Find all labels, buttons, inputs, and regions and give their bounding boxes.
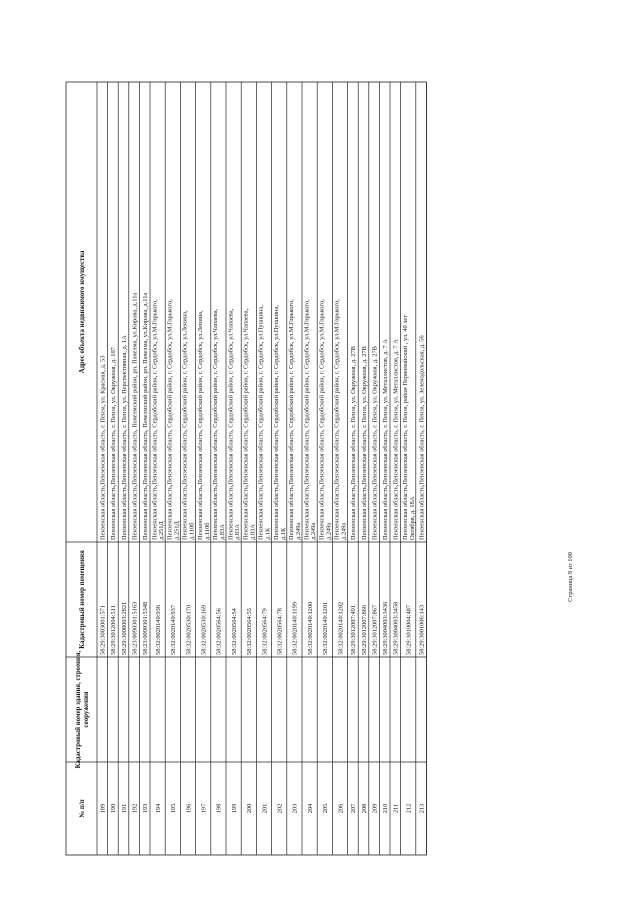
address-text: д.1К (264, 527, 272, 540)
row-number: 191 (120, 803, 128, 814)
address-text: Пензенская область,Пензенская область, Сердобский район, г. Сердобск, ул.Чапаева, (212, 308, 220, 540)
premises-cadastral-number: 58:29:3004003:3436 (382, 601, 389, 655)
row-number: 201 (261, 803, 269, 814)
premises-cadastral-number: 58:32:0020140:1200 (306, 601, 314, 655)
row-number: 198 (215, 803, 223, 814)
address-text: Пензенская область,Пензенская область, г. Пенза, ул. Окружная, д. 27В (371, 346, 379, 540)
premises-cadastral-number: 58:29:3012007:867 (371, 604, 379, 655)
address-text: Пензенская область,Пензенская область, Пачелмский район, рп. Пачелма, ул.Кирова, д.11а (131, 292, 139, 540)
address-text: Пензенская область,Пензенская область, Пачелмский район, рп. Пачелма, ул.Кирова, д.11а (142, 292, 149, 540)
row-number: 203 (291, 803, 299, 814)
header-building-cadastral: Кадастровый номер здания, строения, (75, 650, 82, 769)
address-text: Пензенская область,Пензенская область, Сердобский район, г. Сердобск, ул.Ленина, (196, 310, 204, 540)
row-number: 208 (360, 803, 368, 814)
row-number: 194 (154, 803, 162, 814)
premises-cadastral-number: 58:32:0020564:54 (230, 608, 238, 655)
address-text: д.83А (219, 524, 226, 540)
address-text: Пензенская область,Пензенская область, г. Пенза, ул. Окружная, д. 107 (110, 347, 118, 540)
row-number: 195 (170, 803, 178, 814)
address-text: Пензенская область,Пензенская область, Сердобский район, г. Сердобск, ул.Пушкина, (272, 305, 280, 540)
header-premises-cadastral: Кадастровый номер помещения (79, 550, 86, 649)
header-address: Адрес объекта недвижимого имущества (79, 250, 86, 374)
row-number: 205 (322, 803, 330, 814)
premises-cadastral-number: 58:32:0020564:55 (246, 608, 254, 655)
address-text: Пензенская область,Пензенская область, Сердобский район, г. Сердобск, ул.Чапаева, (227, 308, 235, 540)
premises-cadastral-number: 58:32:0020140:1202 (337, 601, 345, 655)
address-text: Октября, д. 18А (408, 496, 416, 540)
premises-cadastral-number: 58:23:0090301:5348 (142, 601, 149, 655)
premises-cadastral-number: 58:32:0020140:936 (154, 604, 162, 655)
premises-cadastral-number: 58:29:3010004:487 (405, 604, 413, 655)
premises-cadastral-number: 58:29:3003001:571 (99, 604, 107, 655)
address-text: д.249а (340, 522, 348, 540)
address-text: Пензенская область,Пензенская область, Сердобский район, г. Сердобск, ул.М.Горького, (303, 299, 311, 540)
header-number: № п/п (79, 799, 86, 818)
address-text: д.110б (188, 522, 196, 540)
row-number: 209 (371, 803, 379, 814)
address-text: Пензенская область,Пензенская область, г. Пенза, ул. Зеленодольская, д. 56 (418, 335, 426, 540)
premises-cadastral-number: 58:32:0020140:1199 (291, 601, 299, 655)
address-text: Пензенская область,Пензенская область, Сердобский район, г. Сердобск, ул.Пушкина, (257, 305, 265, 540)
address-text: Пензенская область,Пензенская область, Сердобский район, г. Сердобск, ул.М.Горького, (318, 299, 326, 540)
address-text: д.251Д (173, 521, 181, 540)
premises-cadastral-number: 58:32:0020564:78 (276, 608, 284, 655)
address-text: Пензенская область,Пензенская область, Сердобский район, г. Сердобск, ул.Чапаева, (242, 308, 250, 540)
address-text: д.249а (325, 522, 333, 540)
premises-cadastral-number: 58:32:0020140:937 (170, 604, 178, 655)
address-text: д.251Д (158, 521, 166, 540)
row-number: 210 (382, 803, 389, 814)
row-number: 211 (392, 803, 400, 814)
address-text: д.1К (279, 527, 287, 540)
row-number: 193 (142, 803, 149, 814)
premises-cadastral-number: 58:29:3012004:511 (110, 605, 118, 655)
premises-cadastral-number: 58:29:3012007:866 (360, 604, 368, 655)
address-text: Пензенская область,Пензенская область, г. Пенза, ул. Перспективная, д. 1А (120, 335, 128, 540)
premises-cadastral-number: 58:32:0020140:1201 (322, 601, 330, 655)
premises-cadastral-number: 58:32:0020564:56 (215, 608, 223, 655)
address-text: д.83А (234, 524, 242, 540)
premises-cadastral-number: 58:29:3012007:491 (350, 604, 358, 655)
premises-cadastral-number: 58:23:0090301:5163 (131, 601, 139, 655)
premises-cadastral-number: 58:32:0020564:79 (261, 608, 269, 655)
address-text: Пензенская область,Пензенская область, г. Пенза, ул. Металлистов, д. 7 А (382, 339, 389, 540)
row-number: 204 (306, 803, 314, 814)
row-number: 207 (350, 803, 358, 814)
address-text: д.83А (249, 524, 257, 540)
address-text: Пензенская область,Пензенская область, г. Пенза, ул. Окружная, д. 27В (360, 346, 368, 540)
row-number: 189 (99, 803, 107, 814)
address-text: Пензенская область,Пензенская область, г. Пенза, ул. Красная, д. 53 (99, 355, 107, 540)
page-number: Страница 8 из 100 (567, 552, 574, 602)
row-number: 206 (337, 803, 345, 814)
address-text: Пензенская область,Пензенская область, Сердобский район, г. Сердобск, ул.М.Горького, (151, 299, 159, 540)
address-text: д.249а (295, 522, 302, 540)
premises-cadastral-number: 58:29:3004003:3458 (392, 601, 400, 655)
row-number: 197 (200, 803, 208, 814)
premises-cadastral-number: 58:32:0020530:170 (185, 604, 193, 655)
row-number: 202 (276, 803, 284, 814)
address-text: д.249а (310, 522, 318, 540)
row-number: 200 (246, 803, 254, 814)
row-number: 190 (110, 803, 118, 814)
address-text: Пензенская область,Пензенская область, Сердобский район, г. Сердобск, ул.М.Горького, (333, 299, 341, 540)
row-number: 212 (405, 803, 413, 814)
row-number: 192 (131, 803, 139, 814)
header-building-cadastral: сооружения (83, 691, 90, 728)
premises-cadastral-number: 58:29:3008003:2821 (120, 601, 128, 655)
row-number: 199 (230, 803, 238, 814)
premises-cadastral-number: 58:29:3001006:143 (418, 604, 426, 655)
address-text: Пензенская область,Пензенская область, г. Пенза, ул. Окружная, д. 27В (350, 346, 358, 540)
address-text: Пензенская область,Пензенская область, г. Пенза, ул. Металлистов, д. 7 А (392, 339, 400, 540)
address-text: Пензенская область,Пензенская область, г. Пенза, район Первомайский , ул. 40 лет (401, 314, 409, 540)
row-number: 213 (418, 803, 426, 814)
address-text: Пензенская область,Пензенская область, Сердобский район, г. Сердобск, ул.М.Горького, (288, 299, 296, 540)
row-number: 196 (185, 803, 193, 814)
address-text: Пензенская область,Пензенская область, Сердобский район, г. Сердобск, ул.М.Горького, (166, 299, 174, 540)
premises-cadastral-number: 58:32:0020530:169 (200, 604, 208, 655)
address-text: Пензенская область,Пензенская область, Сердобский район, г. Сердобск, ул.Ленина, (181, 310, 189, 540)
address-text: д.110б (203, 522, 211, 540)
